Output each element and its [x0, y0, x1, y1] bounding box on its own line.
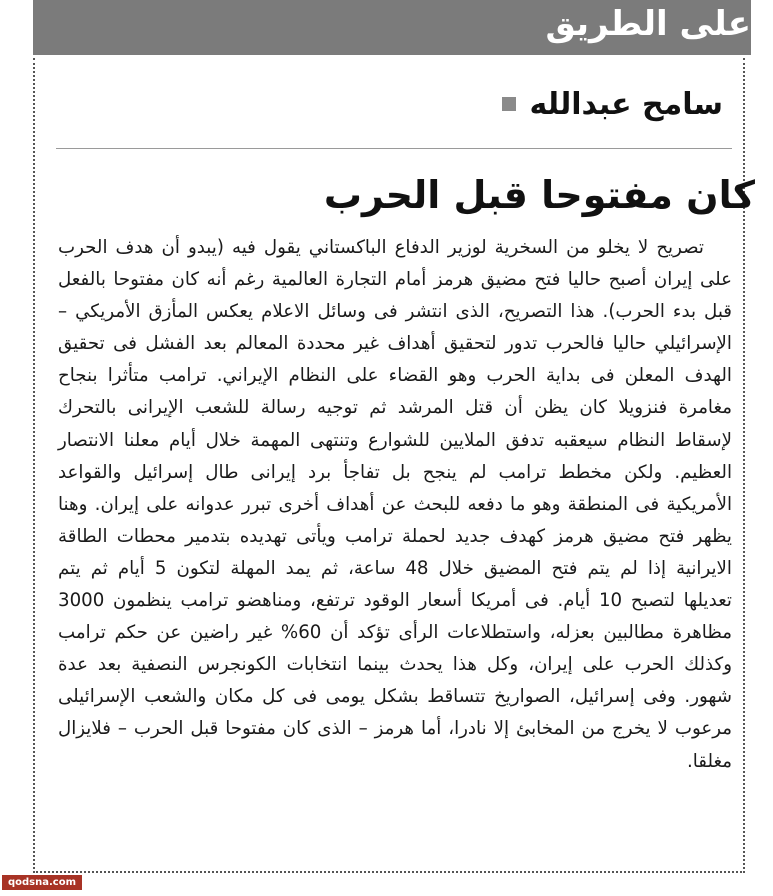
column-title: على الطريق [545, 4, 751, 44]
article-paragraph: تصريح لا يخلو من السخرية لوزير الدفاع الباكستاني يقول فيه (يبدو أن هدف الحرب على إيران أصبح حاليا فتح مضيق هرمز أمام التجارة العالمية رغم أنه كان مفتوحا بالفعل قبل بدء الحرب). هذا التصريح، الذى انتشر فى وسائل الاعلام يعكس المأزق الأمريكي – الإسرائيلي حاليا فالحرب تدور لتحقيق أهداف غير محددة المعالم بعد الفشل فى تحقيق الهدف المعلن فى بداية الحرب وهو القضاء على النظام الإيراني. ترامب متأثرا بنجاح مغامرة فنزويلا كان يظن أن قتل المرشد ثم توجيه رسالة للشعب الإيرانى بالتحرك لإسقاط النظام سيعقبه تدفق الملايين للشوارع وتنتهى المهمة خلال أيام معلنا الانتصار العظيم. ولكن مخطط ترامب لم ينجح بل تفاجأ برد إيرانى طال إسرائيل والقواعد الأمريكية فى المنطقة وهو ما دفعه للبحث عن أهداف أخرى تبرر عدوانه على إيران. وهنا يظهر فتح مضيق هرمز كهدف جديد لحملة ترامب ويأتى تهديده بتدمير محطات الطاقة الايرانية إذا لم يتم فتح المضيق خلال 48 ساعة، ثم يمد المهلة لتكون 5 أيام ثم يتم تعديلها لتصبح 10 أيام. فى أمريكا أسعار الوقود ترتفع، ومناهضو ترامب ينظمون 3000 مظاهرة مطالبين بعزله، واستطلاعات الرأى تؤكد أن 60% غير راضين عن حكم ترامب وكذلك الحرب على إيران، وكل هذا يحدث بينما انتخابات الكونجرس النصفية بعد عدة شهور. وفى إسرائيل، الصواريخ تتساقط بشكل يومى فى كل مكان والشعب الإسرائيلى مرعوب لا يخرج من المخابئ إلا نادرا، أما هرمز – الذى كان مفتوحا قبل الحرب – فلايزال مغلقا. [58, 237, 732, 772]
site-watermark[interactable]: qodsna.com [2, 875, 82, 890]
bullet-square-icon [502, 97, 516, 111]
article-headline: كان مفتوحا قبل الحرب [323, 173, 755, 217]
article-body [58, 232, 732, 778]
author-name: سامح عبدالله [529, 86, 723, 122]
divider [56, 148, 732, 149]
author-byline [502, 84, 723, 124]
